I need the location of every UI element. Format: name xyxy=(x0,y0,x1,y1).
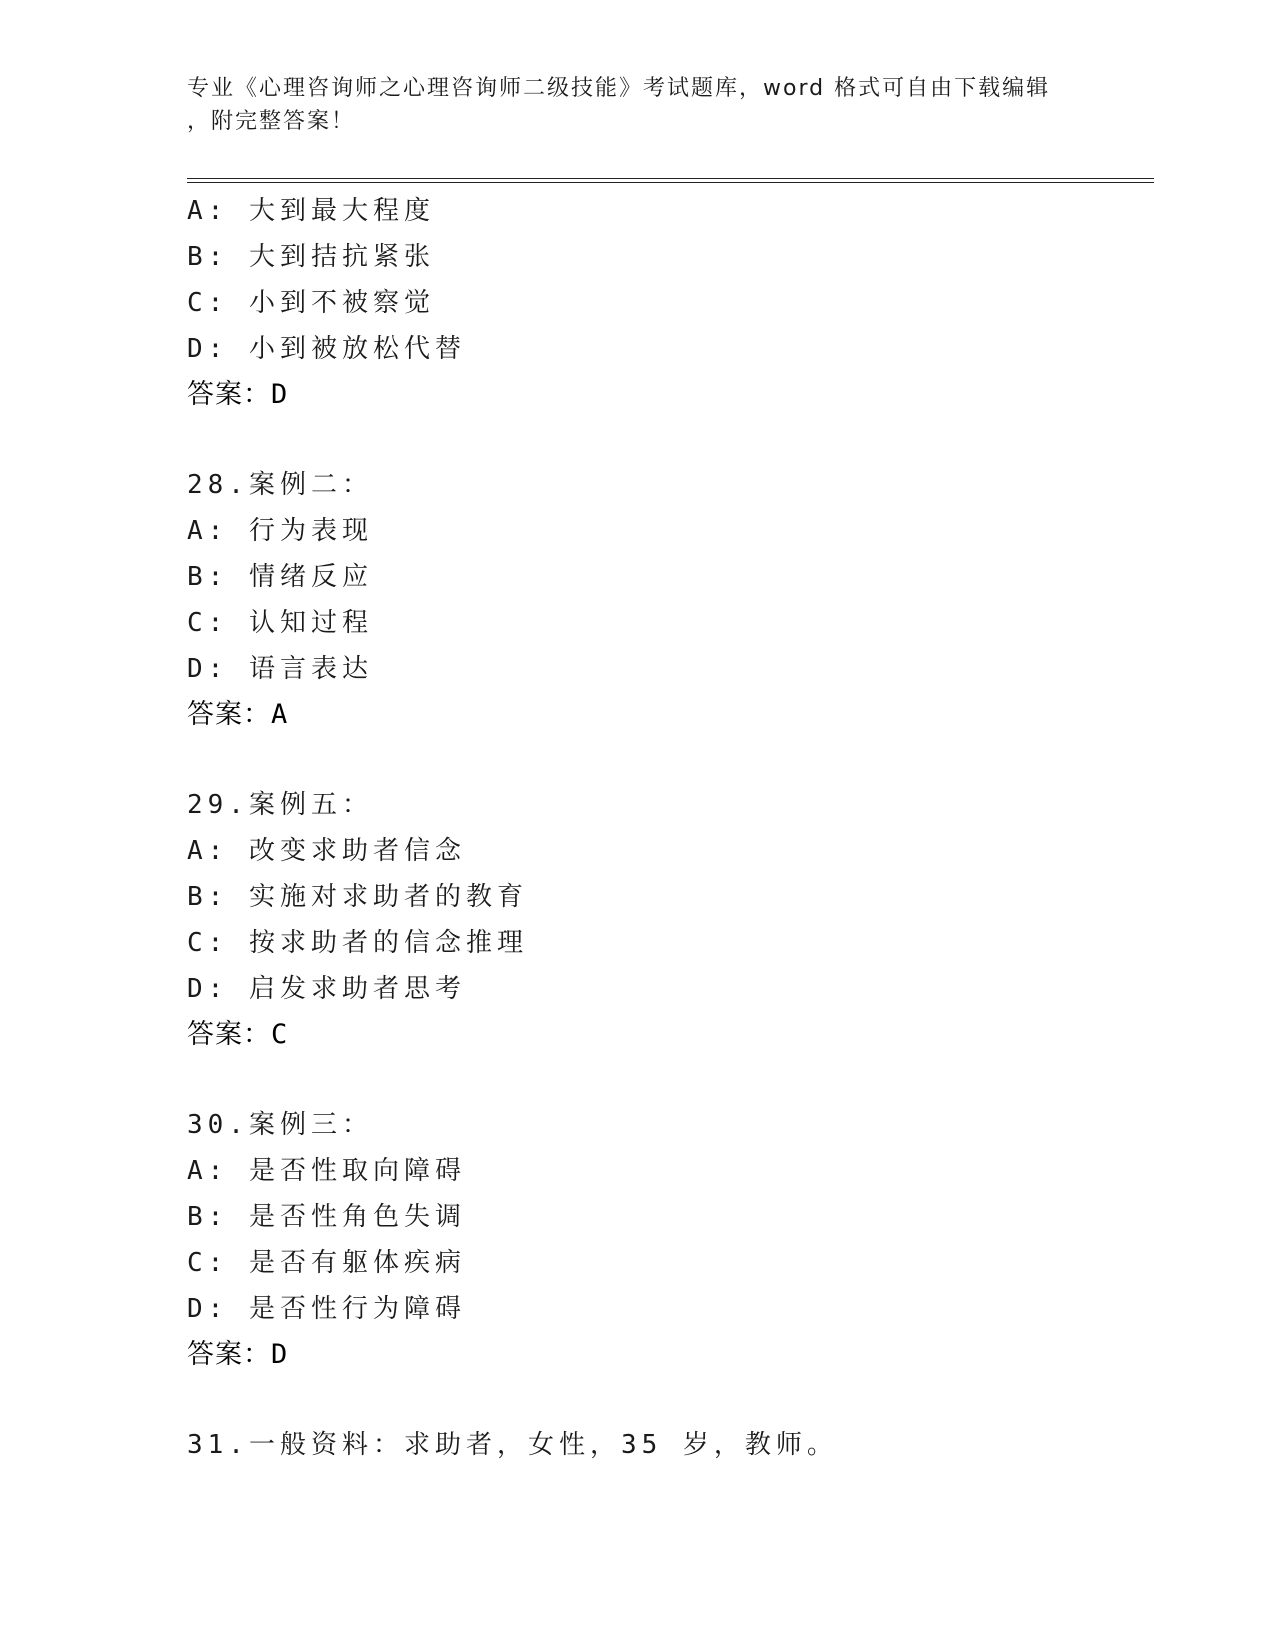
spacer xyxy=(187,418,1147,462)
question-stem: 29.案例五： xyxy=(187,790,373,820)
question-stem: 28.案例二： xyxy=(187,470,373,500)
option-a: A: 行为表现 xyxy=(187,516,373,546)
option-b: B: 实施对求助者的教育 xyxy=(187,882,528,912)
answer-label: 答案： xyxy=(187,699,271,730)
answer-line xyxy=(187,1332,1147,1378)
answer-line xyxy=(187,692,1147,738)
answer-label: 答案： xyxy=(187,379,271,410)
header-double-rule xyxy=(187,178,1154,183)
question-stem: 30.案例三： xyxy=(187,1110,373,1140)
option-b: B: 大到拮抗紧张 xyxy=(187,242,435,272)
answer-value: D xyxy=(271,379,289,410)
question-list xyxy=(187,188,1147,1468)
option-d: D: 小到被放松代替 xyxy=(187,334,466,364)
option-c: C: 按求助者的信念推理 xyxy=(187,928,528,958)
question-27 xyxy=(187,188,1147,418)
header-title-line-1: 专业《心理咨询师之心理咨询师二级技能》考试题库，word 格式可自由下载编辑 xyxy=(187,76,1051,101)
option-a: A: 改变求助者信念 xyxy=(187,836,466,866)
option-c: C: 小到不被察觉 xyxy=(187,288,435,318)
document-header xyxy=(187,72,1067,138)
question-29 xyxy=(187,782,1147,1058)
option-b: B: 情绪反应 xyxy=(187,562,373,592)
option-d: D: 是否性行为障碍 xyxy=(187,1294,466,1324)
option-d: D: 语言表达 xyxy=(187,654,373,684)
option-c: C: 是否有躯体疾病 xyxy=(187,1248,466,1278)
spacer xyxy=(187,738,1147,782)
option-a: A: 是否性取向障碍 xyxy=(187,1156,466,1186)
option-b: B: 是否性角色失调 xyxy=(187,1202,466,1232)
spacer xyxy=(187,1378,1147,1422)
option-d: D: 启发求助者思考 xyxy=(187,974,466,1004)
question-28 xyxy=(187,462,1147,738)
answer-value: D xyxy=(271,1339,289,1370)
answer-line xyxy=(187,1012,1147,1058)
answer-value: A xyxy=(271,699,289,730)
question-stem: 31.一般资料：求助者，女性，35 岁，教师。 xyxy=(187,1430,838,1460)
question-31 xyxy=(187,1422,1147,1468)
option-c: C: 认知过程 xyxy=(187,608,373,638)
answer-label: 答案： xyxy=(187,1019,271,1050)
question-30 xyxy=(187,1102,1147,1378)
answer-label: 答案： xyxy=(187,1339,271,1370)
spacer xyxy=(187,1058,1147,1102)
option-a: A: 大到最大程度 xyxy=(187,196,435,226)
answer-line xyxy=(187,372,1147,418)
answer-value: C xyxy=(271,1019,289,1050)
header-title-line-2: ，附完整答案！ xyxy=(187,109,356,134)
